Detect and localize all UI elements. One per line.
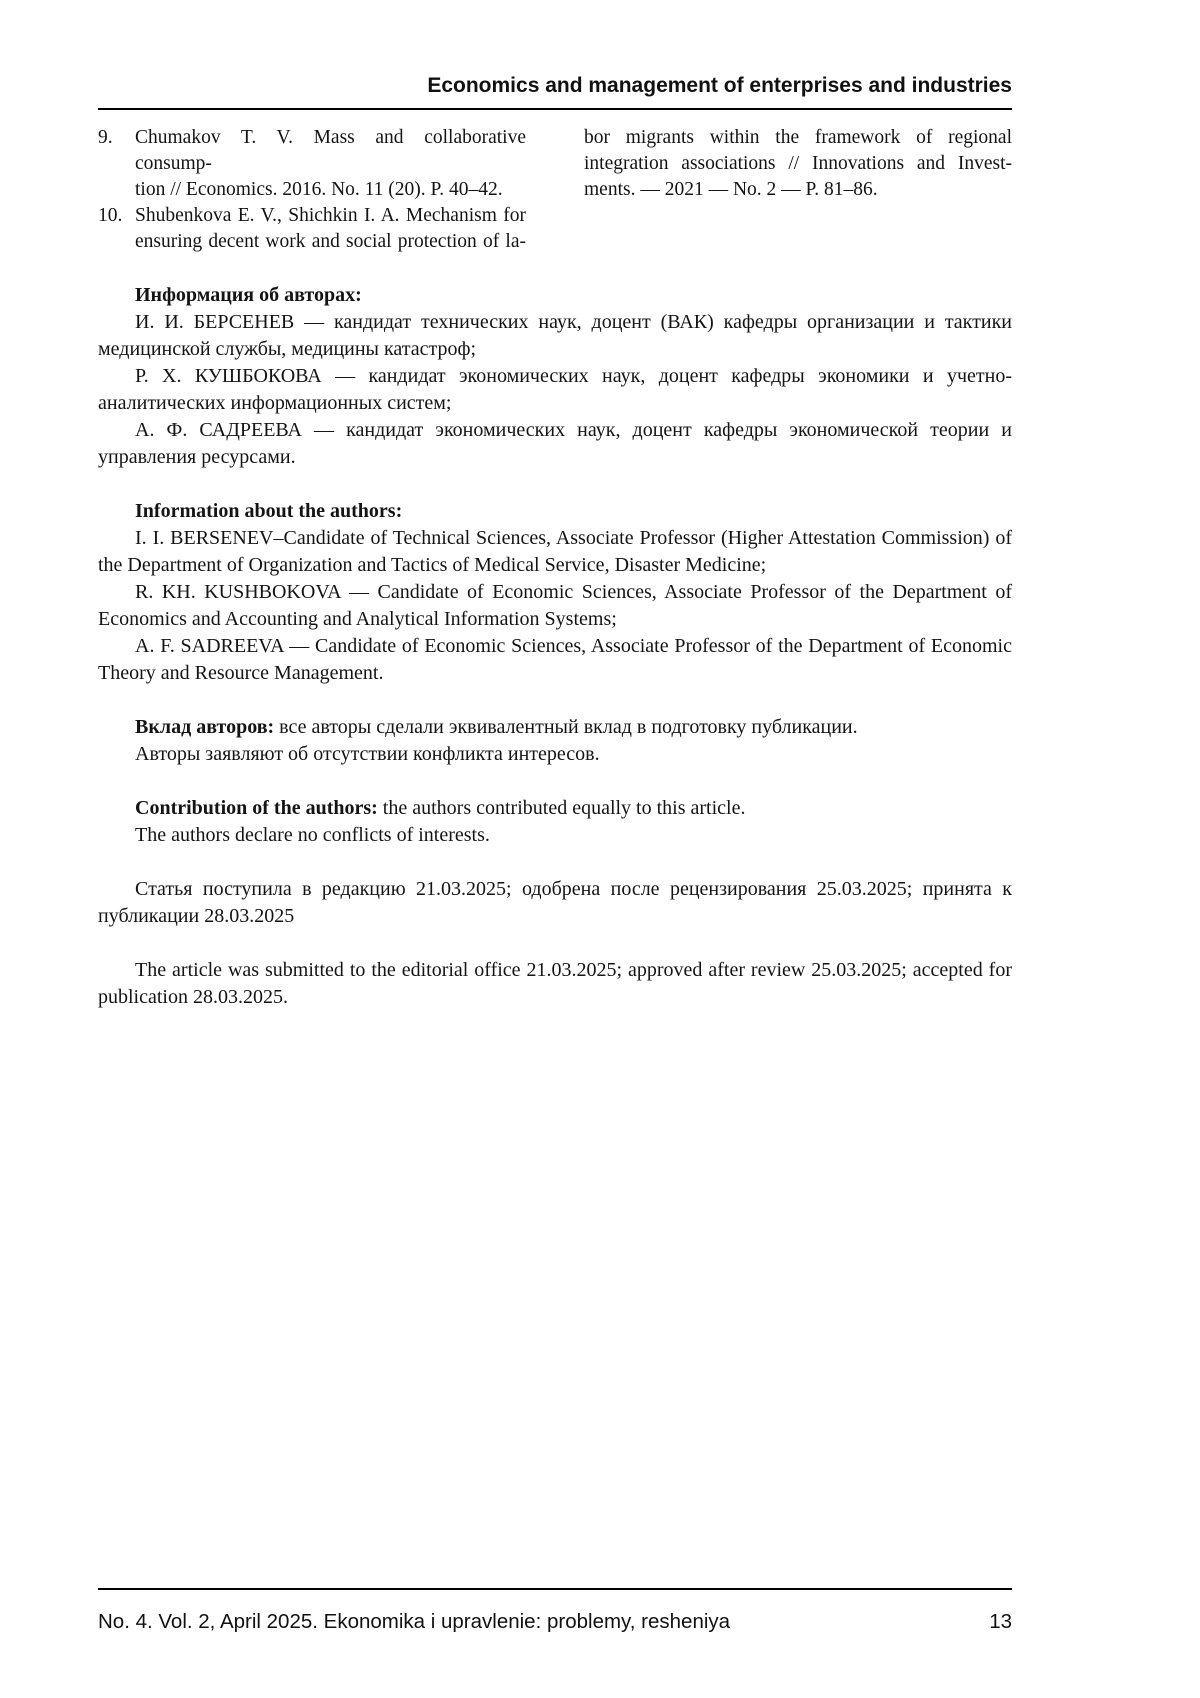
authors-info-en [98, 498, 1012, 687]
reference-item-10 [98, 203, 526, 255]
reference-column-left [98, 125, 526, 255]
page-footer [98, 1588, 1012, 1634]
dates-ru-paragraph: Статья поступила в редакцию 21.03.2025; одобрена после рецензирования 25.03.2025; принята к публикации 28.03.2025 [98, 878, 1012, 927]
reference-line: ments. — 2021 — No. 2 — P. 81–86. [584, 179, 878, 200]
dates-ru-section [98, 876, 1012, 930]
contribution-en-paragraph [98, 795, 1012, 822]
header-rule [98, 108, 1012, 110]
contribution-ru-lead: Вклад авторов: [135, 716, 275, 738]
dates-en-paragraph: The article was submitted to the editorial office 21.03.2025; approved after review 25.03.2025; accepted for publication 28.03.2025. [98, 959, 1012, 1008]
running-head-title: Economics and management of enterprises and industries [427, 74, 1012, 97]
contribution-ru [98, 714, 1012, 768]
contribution-ru-text: все авторы сделали эквивалентный вклад в подготовку публикации. [274, 716, 858, 738]
dates-en-section [98, 957, 1012, 1011]
reference-line: integration associations // Innovations and Invest- [584, 153, 1012, 174]
reference-item-10-continued [584, 125, 1012, 203]
reference-list [98, 125, 1012, 255]
author-ru-kushbokova: Р. Х. КУШБОКОВА — кандидат экономических наук, доцент кафедры экономики и учетно-аналитических информационных систем; [98, 365, 1012, 414]
reference-item-9 [98, 125, 526, 203]
contribution-en-text: the authors contributed equally to this article. [377, 797, 746, 819]
contribution-en [98, 795, 1012, 849]
footer-page-number: 13 [989, 1610, 1012, 1633]
reference-number: 10. [98, 205, 123, 226]
author-en-kushbokova: R. KH. KUSHBOKOVA — Candidate of Economic Sciences, Associate Professor of the Department of Economics and Accounting and Analytical Information Systems; [98, 581, 1012, 630]
conflict-en-paragraph: The authors declare no conflicts of interests. [135, 824, 490, 846]
footer-row [98, 1610, 1012, 1634]
authors-info-ru [98, 282, 1012, 471]
reference-line: Shubenkova E. V., Shichkin I. A. Mechanism for [135, 205, 526, 226]
reference-line: ensuring decent work and social protection of la- [135, 231, 526, 252]
reference-line: bor migrants within the framework of regional [584, 127, 1012, 148]
footer-rule [98, 1588, 1012, 1590]
author-en-bersenev: I. I. BERSENEV–Candidate of Technical Sciences, Associate Professor (Higher Attestation Commission) of the Department of Organization and Tactics of Medical Service, Disaster Medicine; [98, 527, 1012, 576]
conflict-ru-paragraph: Авторы заявляют об отсутствии конфликта интересов. [135, 743, 600, 765]
authors-info-ru-heading: Информация об авторах: [135, 284, 362, 306]
contribution-ru-paragraph [98, 714, 1012, 741]
author-en-sadreeva: A. F. SADREEVA — Candidate of Economic Sciences, Associate Professor of the Department of Economic Theory and Resource Management. [98, 635, 1012, 684]
contribution-en-lead: Contribution of the authors: [135, 797, 378, 819]
authors-info-en-heading: Information about the authors: [135, 500, 403, 522]
reference-line: Chumakov T. V. Mass and collaborative consump- [135, 127, 526, 174]
footer-journal-info: No. 4. Vol. 2, April 2025. Ekonomika i upravlenie: problemy, resheniya [98, 1610, 731, 1633]
author-ru-bersenev: И. И. БЕРСЕНЕВ — кандидат технических наук, доцент (ВАК) кафедры организации и тактики медицинской службы, медицины катастроф; [98, 311, 1012, 360]
author-ru-sadreeva: А. Ф. САДРЕЕВА — кандидат экономических наук, доцент кафедры экономической теории и управления ресурсами. [98, 419, 1012, 468]
reference-number: 9. [98, 127, 113, 148]
reference-line: tion // Economics. 2016. No. 11 (20). P. 40–42. [135, 179, 503, 200]
reference-column-right [584, 125, 1012, 255]
